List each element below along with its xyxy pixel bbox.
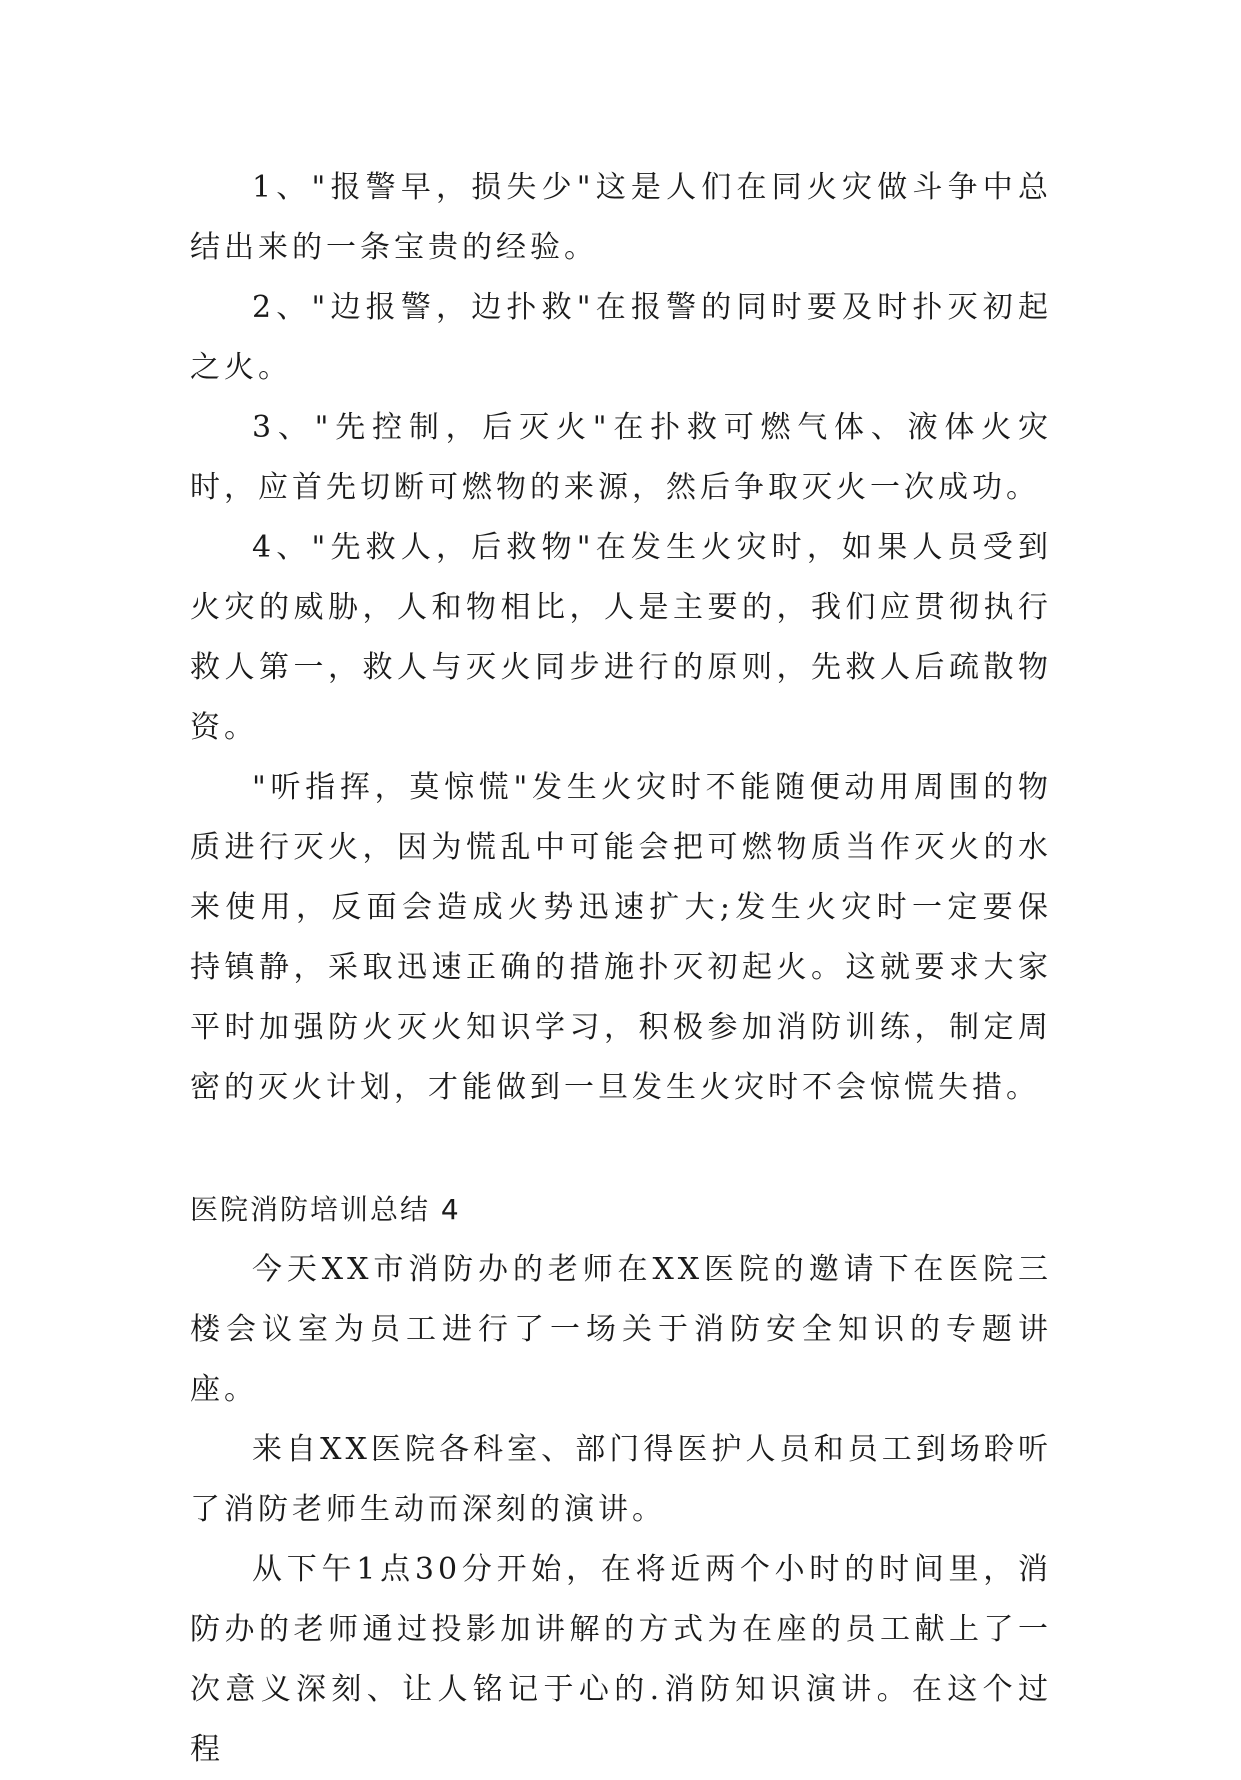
paragraph-rule-4: 4、"先救人，后救物"在发生火灾时，如果人员受到火灾的威胁，人和物相比，人是主要的，我们应贯彻执行救人第一，救人与灭火同步进行的原则，先救人后疏散物资。 [190, 530, 1052, 745]
paragraph-lecture-intro: 今天XX市消防办的老师在XX医院的邀请下在医院三楼会议室为员工进行了一场关于消防安全知识的专题讲座。 [190, 1252, 1052, 1407]
paragraph-rule-5: "听指挥，莫惊慌"发生火灾时不能随便动用周围的物质进行灭火，因为慌乱中可能会把可燃物质当作灭火的水来使用，反面会造成火势迅速扩大;发生火灾时一定要保持镇静，采取迅速正确的措施扑灭初起火。这就要求大家平时加强防火灭火知识学习，积极参加消防训练，制定周密的灭火计划，才能做到一旦发生火灾时不会惊慌失措。 [190, 770, 1052, 1105]
document-page [190, 158, 1052, 1780]
paragraph-attendees: 来自XX医院各科室、部门得医护人员和员工到场聆听了消防老师生动而深刻的演讲。 [190, 1432, 1052, 1527]
paragraph-lecture-detail: 从下午1点30分开始，在将近两个小时的时间里，消防办的老师通过投影加讲解的方式为在座的员工献上了一次意义深刻、让人铭记于心的.消防知识演讲。在这个过程 [190, 1552, 1052, 1767]
section-heading: 医院消防培训总结 4 [190, 1193, 461, 1226]
paragraph-rule-3: 3、"先控制，后灭火"在扑救可燃气体、液体火灾时，应首先切断可燃物的来源，然后争取灭火一次成功。 [190, 410, 1052, 505]
paragraph-rule-1: 1、"报警早，损失少"这是人们在同火灾做斗争中总结出来的一条宝贵的经验。 [190, 170, 1052, 265]
paragraph-rule-2: 2、"边报警，边扑救"在报警的同时要及时扑灭初起之火。 [190, 290, 1052, 385]
